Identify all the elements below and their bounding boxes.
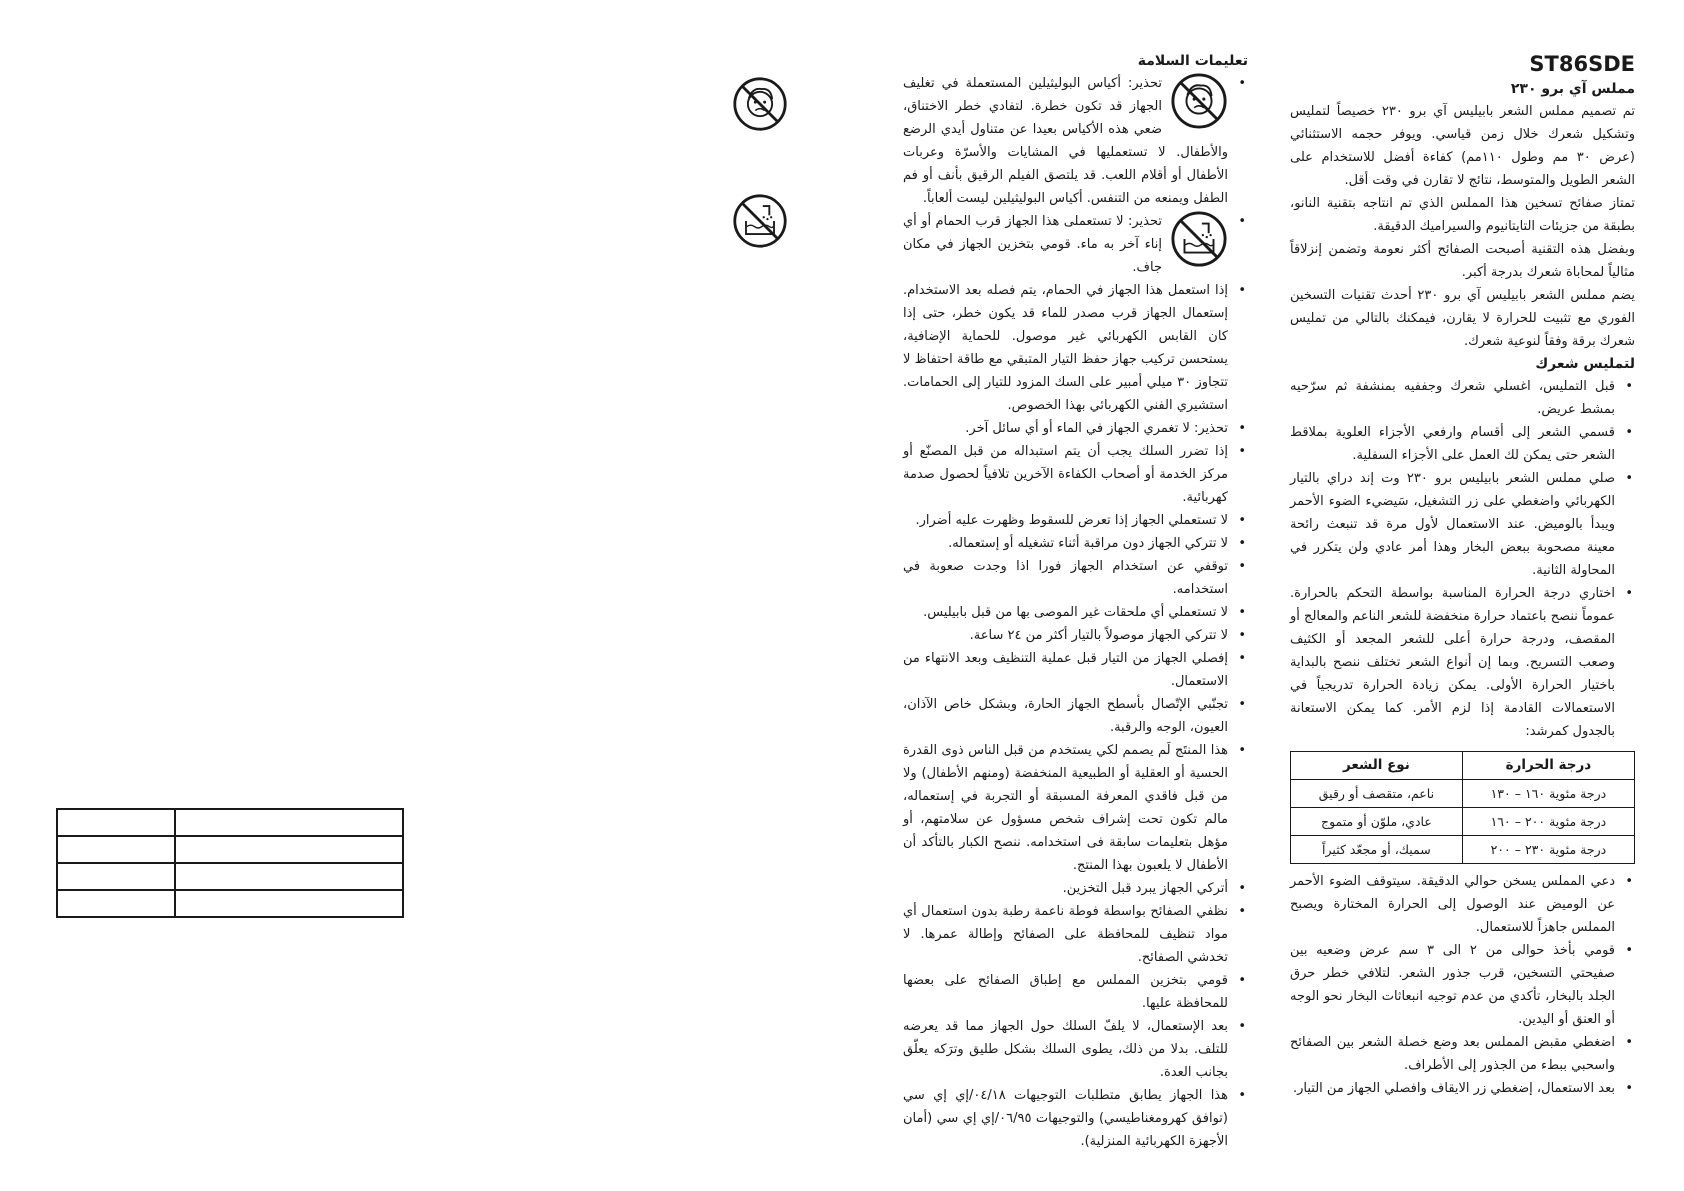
list-item: • تجنّبي الإتّصال بأسطح الجهاز الحارة، وبشكل خاص الآذان، العيون، الوجه والرقبة. — [903, 693, 1228, 739]
table-header-row — [1291, 752, 1635, 780]
header-hair-type: نوع الشعر — [1291, 752, 1463, 780]
intro-paragraph: تمتاز صفائح تسخين هذا المملس الذي تم انتاجه بتقنية النانو، بطبقة من جزيئات التايتانيوم والسيراميك الدقيقة. — [1290, 196, 1635, 234]
list-item: • بعد الاستعمال، إضغطي زر الايقاف وافصلي الجهاز من التيار. — [1290, 1077, 1615, 1100]
cell-temperature: درجة مئوية ١٦٠ – ١٣٠ — [1462, 780, 1634, 808]
table-cell — [175, 836, 403, 863]
table-cell — [175, 890, 403, 917]
empty-grid-table — [56, 808, 404, 918]
list-item: • نظفي الصفائح بواسطة فوطة ناعمة رطبة بدون استعمال أي مواد تنظيف للمحافظة على الصفائح وإطالة عمرها. لا تخدشي الصفائح. — [903, 900, 1228, 969]
list-item: • لا تتركي الجهاز موصولاً بالتيار أكثر من ٢٤ ساعة. — [903, 624, 1228, 647]
list-item: • اختاري درجة الحرارة المناسبة بواسطة التحكم بالحرارة. عموماً ننصح باعتماد حرارة منخفضة للشعر الناعم والمعالج أو المقصف، ودرجة حرارة أعلى للشعر المجعد أو الكثيف وصعب التسريح. وبما إن أنواع الشعر تختلف ننصح بالبداية باختيار الحرارة الأولى. يمكن زيادة الحرارة تدريجياً في الاستعمالات القادمة إذا لزم الأمر. كما يمكن الاستعانة بالجدول كمرشد: — [1290, 582, 1615, 743]
intro-paragraph: يضم مملس الشعر بابيليس آي برو ٢٣٠ أحدث تقنيات التسخين الفوري مع تثبيت للحرارة لا يقارن، فيمكنك بالتالي من تمليس شعرك برقة وفقاً لنوعية شعرك. — [1290, 288, 1635, 349]
intro-paragraph: وبفضل هذه التقنية أصبحت الصفائح أكثر نعومة وتضمن إنزلاقاً مثالياً لمحاباة شعرك بدرجة أكبر. — [1290, 242, 1635, 280]
list-item: • دعي المملس يسخن حوالي الدقيقة. سيتوقف الضوء الأحمر عن الوميض عند الوصول إلى الحرارة المختارة ويصبح المملس جاهزاً للاستعمال. — [1290, 870, 1615, 939]
table-row — [1291, 836, 1635, 864]
table-cell — [57, 890, 175, 917]
list-item: • قبل التمليس، اغسلي شعرك وجففيه بمنشفة ثم سرّحيه بمشط عريض. — [1290, 375, 1615, 421]
safety-item-text: تحذير: أكياس البوليثيلين المستعملة في تغليف الجهاز قد تكون خطرة. لتفادي خطر الاختناق، ضعي هذه الأكياس بعيدا عن متناول أيدي الرضع والأطفال. لا تستعمليها في المشايات والأسرّة وعربات الأطفال أو أقلام اللعب. قد يلتصق الفيلم الرقيق بأنف أو فم الطفل ويمنعه من التنفس. أكياس البوليثيلين ليست ألعاباً. — [903, 76, 1228, 206]
list-item: • إفصلي الجهاز من التيار قبل عملية التنظيف وبعد الانتهاء من الاستعمال. — [903, 647, 1228, 693]
table-row — [57, 836, 403, 863]
list-item: • أتركي الجهاز يبرد قبل التخزين. — [903, 877, 1228, 900]
middle-column — [903, 50, 1248, 1153]
no-bath-water-icon — [732, 193, 788, 249]
list-item: • اضغطي مقبض المملس بعد وضع خصلة الشعر بين الصفائح واسحبي ببطء من الجذور إلى الأطراف. — [1290, 1031, 1615, 1077]
list-item: • لا تتركي الجهاز دون مراقبة أثناء تشغيله أو إستعماله. — [903, 532, 1228, 555]
safety-title: تعليمات السلامة — [1137, 53, 1248, 69]
list-item: • إذا استعمل هذا الجهاز في الحمام، يتم فصله بعد الاستخدام. إستعمال الجهاز قرب مصدر للماء قد يكون خطر، حتى إذا كان القابس الكهربائي غير موصول. للحماية الإضافية، يستحسن تركيب جهاز حفظ التيار المتبقي مع طاقة احتفاظ لا تتجاوز ٣٠ ميلي أمبير على السك المزود للتيار إلى الحمامات. استشيري الفني الكهربائي بهذا الخصوص. — [903, 279, 1228, 417]
list-item: • تحذير: لا تغمري الجهاز في الماء أو أي سائل آخر. — [903, 417, 1228, 440]
list-item: • إذا تضرر السلك يجب أن يتم استبداله من قبل المصنّع أو مركز الخدمة أو أصحاب الكفاءة الآخرين تلافياً لحصول صدمة كهربائية. — [903, 440, 1228, 509]
table-row — [1291, 780, 1635, 808]
table-cell — [175, 809, 403, 836]
cell-temperature: درجة مئوية ٢٣٠ – ٢٠٠ — [1462, 836, 1634, 864]
list-item: • لا تستعملي أي ملحقات غير الموصى بها من قبل بابيليس. — [903, 601, 1228, 624]
list-item: • توقفي عن استخدام الجهاز فورا اذا وجدت صعوبة في استخدامه. — [903, 555, 1228, 601]
table-cell — [57, 863, 175, 890]
list-item: • صلي مملس الشعر بابيليس برو ٢٣٠ وت إند دراي بالتيار الكهربائي واضغطي على زر التشغيل، سَيضيء الضوء الأحمر ويبدأ بالوميض. عند الاستعمال لأول مرة قد تنبعث رائحة معينة مصحوبة ببعض البخار وهذا أمر عادي ولن يتكرر في المحاولة الثانية. — [1290, 467, 1615, 582]
no-bath-water-icon — [1170, 210, 1228, 268]
table-row — [57, 809, 403, 836]
cell-hair-type: ناعم، متقصف أو رقيق — [1291, 780, 1463, 808]
cell-hair-type: سميك، أو مجعّد كثيراً — [1291, 836, 1463, 864]
safety-item-text: تحذير: لا تستعملى هذا الجهاز قرب الحمام أو أي إناء آخر به ماء. قومي بتخزين الجهاز في مكان جاف. — [903, 214, 1162, 275]
no-child-suffocation-icon — [732, 76, 788, 132]
section-title-styling: لتمليس شعرك — [1535, 356, 1635, 372]
intro-paragraph: تم تصميم مملس الشعر بابيليس آي برو ٢٣٠ خصيصاً لتمليس وتشكيل شعرك خلال زمن قياسي. ويوفر حجمه الاستثنائي (عرض ٣٠ مم وطول ١١٠مم) كفاءة أفضل للاستخدام على الشعر الطويل والمتوسط، نتائج لا تقارن في وقت أقل. — [1290, 104, 1635, 188]
styling-steps-list-continued — [1290, 870, 1635, 1100]
table-row — [1291, 808, 1635, 836]
table-row — [57, 890, 403, 917]
temperature-table — [1290, 751, 1635, 864]
cell-hair-type: عادي، ملوّن أو متموج — [1291, 808, 1463, 836]
list-item: • قسمي الشعر إلى أقسام وارفعي الأجزاء العلوية بملاقط الشعر حتى يمكن لك العمل على الأجزاء السفلية. — [1290, 421, 1615, 467]
list-item — [903, 210, 1228, 279]
cell-temperature: درجة مئوية ٢٠٠ – ١٦٠ — [1462, 808, 1634, 836]
no-child-suffocation-icon — [1170, 72, 1228, 130]
list-item: • قومي بتخزين المملس مع إطباق الصفائح على بعضها للمحافظة عليها. — [903, 969, 1228, 1015]
list-item — [903, 72, 1228, 210]
list-item: • قومي بأخذ حوالى من ٢ الى ٣ سم عرض وضعيه بين صفيحتي التسخين، قرب جذور الشعر. لتلافي خطر حرق الجلد بالبخار، تأكدي من عدم توجيه انبعاثات البخار نحو الوجه أو العنق أو اليدين. — [1290, 939, 1615, 1031]
list-item: • هذا المنتَج لَم يصمم لكي يستخدم من قبل الناس ذوى القدرة الحسية أو العقلية أو الطبيعية المنخفضة (ومنهم الأطفال) ولا من قبل فاقدي المعرفة المسبقة أو التجربة في إستعماله، مالم تكون تحت إشراف شخص مسؤول عن سلامتهم، أو مؤهل بتعليمات سابقة فى استخدامه. ننصح الكبار بالتأكد أن الأطفال لا يلعبون بهذا المنتج. — [903, 739, 1228, 877]
list-item: • بعد الإستعمال، لا يلفّ السلك حول الجهاز مما قد يعرضه للتلف. بدلا من ذلك، يطوى السلك بشكل طليق وترَكه يعلّق بجانب العدة. — [903, 1015, 1228, 1084]
table-cell — [175, 863, 403, 890]
product-title: مملس آي برو ٢٣٠ — [1510, 81, 1635, 97]
header-temperature: درجة الحرارة — [1462, 752, 1634, 780]
list-item: • هذا الجهاز يطابق متطلبات التوجيهات ٠٤/١٨/إي إي سي (توافق كهرومغناطيسي) والتوجيهات ٠٦/٩٥/إي إي سي (أمان الأجهزة الكهربائية المنزلية). — [903, 1084, 1228, 1153]
table-cell — [57, 836, 175, 863]
table-cell — [57, 809, 175, 836]
model-number: ST86SDE — [1529, 52, 1635, 76]
table-row — [57, 863, 403, 890]
styling-steps-list — [1290, 375, 1635, 743]
list-item: • لا تستعملي الجهاز إذا تعرض للسقوط وظهرت عليه أضرار. — [903, 509, 1228, 532]
right-column — [1290, 50, 1635, 1100]
safety-list — [903, 72, 1248, 1153]
